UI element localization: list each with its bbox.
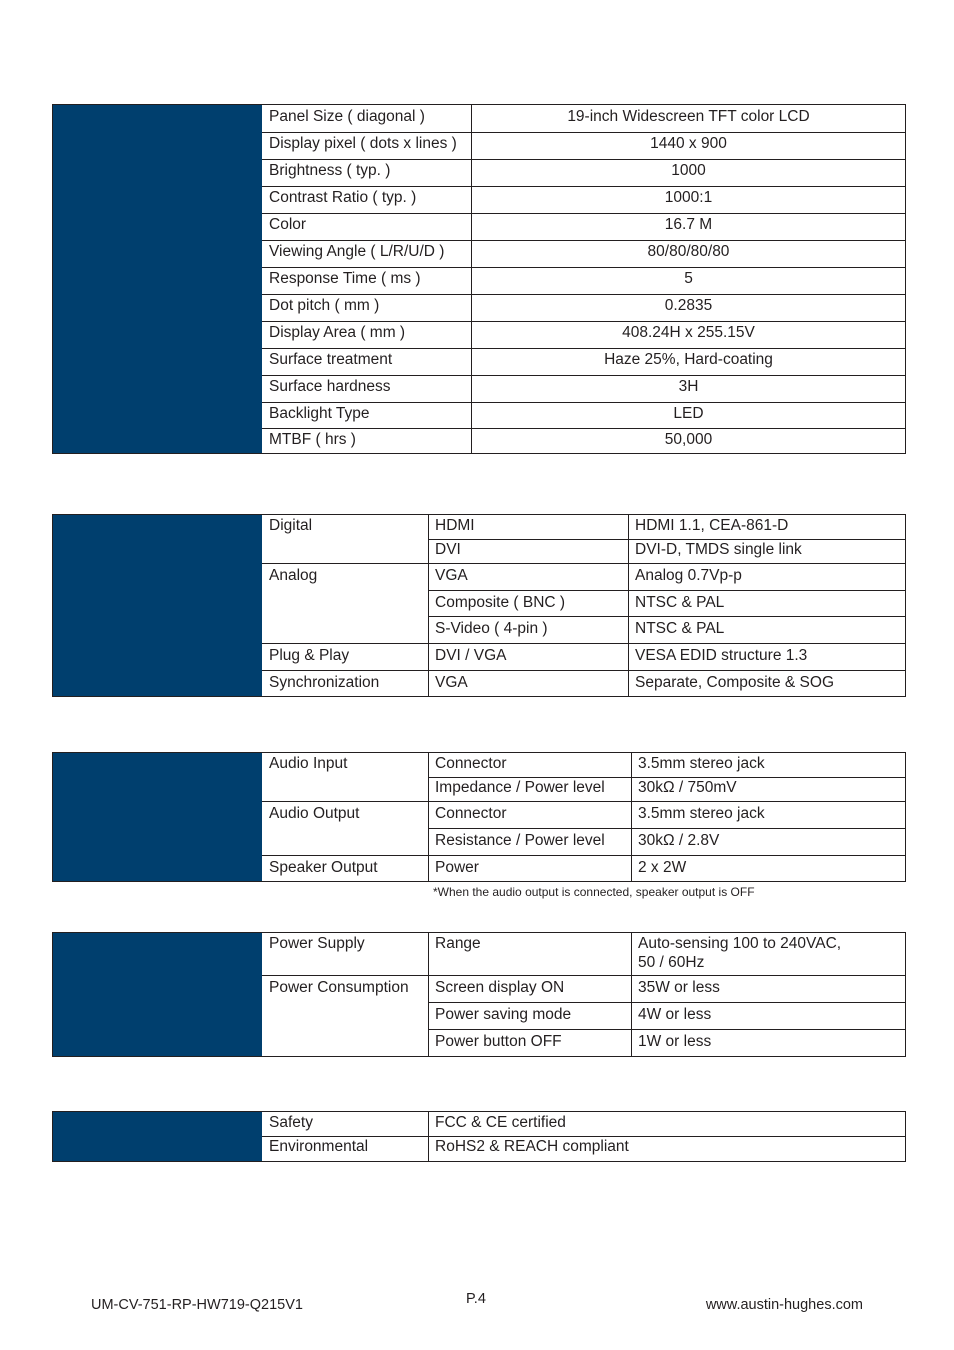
display-spec-label: Response Time ( ms ) [269,270,421,287]
input-analog-label: Analog [269,567,318,584]
section-header-band [53,515,262,696]
environmental-label: Environmental [269,1138,369,1155]
environmental-value: RoHS2 & REACH compliant [435,1138,629,1155]
display-spec-value: Haze 25%, Hard-coating [604,351,773,368]
footer-website[interactable]: www.austin-hughes.com [705,1297,863,1313]
audio-output-label: Audio Output [269,805,360,822]
display-spec-value: 19-inch Widescreen TFT color LCD [567,108,810,125]
input-svideo-value: NTSC & PAL [635,620,725,637]
audio-footnote: *When the audio output is connected, speaker output is OFF [433,885,755,899]
input-vga: VGA [435,567,468,584]
input-sync-connector: VGA [435,674,468,691]
power-consumption-label: Power Consumption [269,979,409,996]
display-spec-label: Panel Size ( diagonal ) [269,108,425,125]
audio-out-connector-value: 3.5mm stereo jack [638,805,765,822]
power-spec-grid [262,933,905,1056]
display-spec-value: 0.2835 [664,297,713,314]
input-pnp-connector: DVI / VGA [435,647,507,664]
display-spec-value: 80/80/80/80 [647,243,730,260]
power-button-off-value: 1W or less [638,1033,712,1050]
power-button-off: Power button OFF [435,1033,562,1050]
footer-page-number: P.4 [466,1291,486,1307]
section-header-band [53,105,262,453]
display-spec-label: Display pixel ( dots x lines ) [269,135,457,152]
input-vga-value: Analog 0.7Vp-p [635,567,742,584]
safety-label: Safety [269,1114,313,1131]
display-spec-label: Backlight Type [269,405,370,422]
input-sync-label: Synchronization [269,674,380,691]
input-hdmi-value: HDMI 1.1, CEA-861-D [635,517,789,534]
input-composite: Composite ( BNC ) [435,594,566,611]
display-spec-value: 16.7 M [664,216,713,233]
speaker-output-label: Speaker Output [269,859,378,876]
audio-spec-table [52,752,906,882]
power-supply-label: Power Supply [269,935,365,952]
display-spec-value: 5 [684,270,693,287]
display-spec-label: Dot pitch ( mm ) [269,297,380,314]
power-range-value-line2: 50 / 60Hz [638,954,705,971]
input-plug-play-label: Plug & Play [269,647,350,664]
display-spec-table [52,104,906,454]
section-header-band [53,1112,262,1161]
footer-doc-code: UM-CV-751-RP-HW719-Q215V1 [91,1297,303,1313]
power-spec-table [52,932,906,1057]
input-sync-value: Separate, Composite & SOG [635,674,835,691]
display-spec-label: Contrast Ratio ( typ. ) [269,189,417,206]
display-spec-label: Surface hardness [269,378,391,395]
audio-input-label: Audio Input [269,755,348,772]
display-spec-value: 3H [678,378,699,395]
audio-in-impedance-value: 30kΩ / 750mV [638,779,737,796]
input-svideo: S-Video ( 4-pin ) [435,620,548,637]
display-spec-value: 1440 x 900 [650,135,727,152]
audio-in-connector-value: 3.5mm stereo jack [638,755,765,772]
audio-in-connector: Connector [435,755,507,772]
input-composite-value: NTSC & PAL [635,594,725,611]
input-pnp-value: VESA EDID structure 1.3 [635,647,808,664]
safety-value: FCC & CE certified [435,1114,566,1131]
cert-spec-table [52,1111,906,1162]
display-spec-value: 1000:1 [664,189,713,206]
audio-in-impedance: Impedance / Power level [435,779,605,796]
power-display-on: Screen display ON [435,979,565,996]
audio-out-connector: Connector [435,805,507,822]
speaker-power-value: 2 x 2W [638,859,687,876]
power-saving: Power saving mode [435,1006,572,1023]
input-spec-grid [262,515,905,696]
display-spec-label: Color [269,216,307,233]
input-dvi-value: DVI-D, TMDS single link [635,541,802,558]
display-spec-label: Surface treatment [269,351,393,368]
display-spec-label: Viewing Angle ( L/R/U/D ) [269,243,445,260]
cert-spec-grid [262,1112,905,1161]
display-spec-label: Display Area ( mm ) [269,324,406,341]
speaker-power: Power [435,859,479,876]
power-saving-value: 4W or less [638,1006,712,1023]
audio-out-resistance: Resistance / Power level [435,832,605,849]
display-spec-label: MTBF ( hrs ) [269,431,356,448]
section-header-band [53,933,262,1056]
power-display-on-value: 35W or less [638,979,720,996]
audio-spec-grid [262,753,905,881]
display-spec-value: 1000 [671,162,706,179]
display-spec-grid [262,105,905,453]
display-spec-value: LED [673,405,704,422]
audio-out-resistance-value: 30kΩ / 2.8V [638,832,720,849]
display-spec-value: 408.24H x 255.15V [622,324,755,341]
input-hdmi: HDMI [435,517,475,534]
power-range-value-line1: Auto-sensing 100 to 240VAC, [638,935,842,952]
input-spec-table [52,514,906,697]
section-header-band [53,753,262,881]
display-spec-value: 50,000 [664,431,713,448]
input-digital-label: Digital [269,517,313,534]
input-dvi: DVI [435,541,461,558]
power-range: Range [435,935,481,952]
display-spec-label: Brightness ( typ. ) [269,162,391,179]
